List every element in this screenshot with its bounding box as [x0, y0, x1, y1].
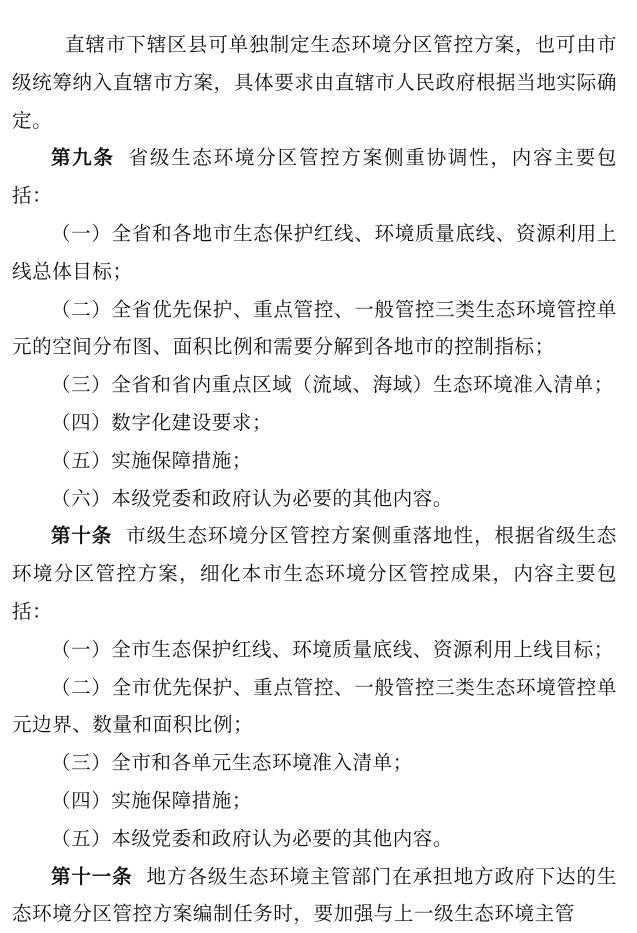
list-item — [0, 782, 637, 820]
list-item — [0, 442, 637, 480]
paragraph-1 — [0, 26, 637, 139]
paragraph-text: 地方各级生态环境主管部门在承担地方政府下达的生态环境分区管控方案编制任务时，要加强与上一级生态环境主管 — [12, 864, 617, 926]
list-item — [0, 820, 637, 858]
article-heading: 第九条 — [51, 146, 115, 170]
paragraph-article-11 — [0, 858, 637, 933]
paragraph-text: （六）本级党委和政府认为必要的其他内容。 — [51, 486, 454, 510]
list-item — [0, 480, 637, 518]
paragraph-text: （四）数字化建设要求； — [51, 410, 273, 434]
paragraph-text: （二）全省优先保护、重点管控、一般管控三类生态环境管控单元的空间分布图、面积比例和需要分解到各地市的控制指标； — [12, 297, 617, 359]
list-item — [0, 215, 637, 291]
paragraph-text: （一）全省和各地市生态保护红线、环境质量底线、资源利用上线总体目标； — [12, 221, 617, 283]
paragraph-text: （五）本级党委和政府认为必要的其他内容。 — [51, 826, 454, 850]
paragraph-text: （三）全省和省内重点区域（流域、海域）生态环境准入清单； — [51, 373, 614, 397]
list-item — [0, 291, 637, 367]
paragraph-text: 省级生态环境分区管控方案侧重协调性，内容主要包括： — [12, 146, 617, 208]
article-heading: 第十一条 — [51, 864, 133, 888]
paragraph-text: （一）全市生态保护红线、环境质量底线、资源利用上线目标； — [51, 637, 614, 661]
list-item — [0, 669, 637, 745]
paragraph-article-10 — [0, 517, 637, 630]
paragraph-text: （二）全市优先保护、重点管控、一般管控三类生态环境管控单元边界、数量和面积比例； — [12, 675, 617, 737]
paragraph-text: （四）实施保障措施； — [51, 788, 253, 812]
paragraph-text: （三）全市和各单元生态环境准入清单； — [51, 751, 413, 775]
list-item — [0, 404, 637, 442]
list-item — [0, 631, 637, 669]
paragraph-text: 市级生态环境分区管控方案侧重落地性，根据省级生态环境分区管控方案，细化本市生态环境分区管控成果，内容主要包括： — [12, 524, 617, 623]
paragraph-text: （五）实施保障措施； — [51, 448, 253, 472]
paragraph-article-9 — [0, 139, 637, 215]
paragraph-text: 直辖市下辖区县可单独制定生态环境分区管控方案，也可由市级统筹纳入直辖市方案，具体要求由直辖市人民政府根据当地实际确定。 — [12, 33, 617, 132]
article-heading: 第十条 — [51, 524, 113, 548]
list-item — [0, 744, 637, 782]
list-item — [0, 366, 637, 404]
